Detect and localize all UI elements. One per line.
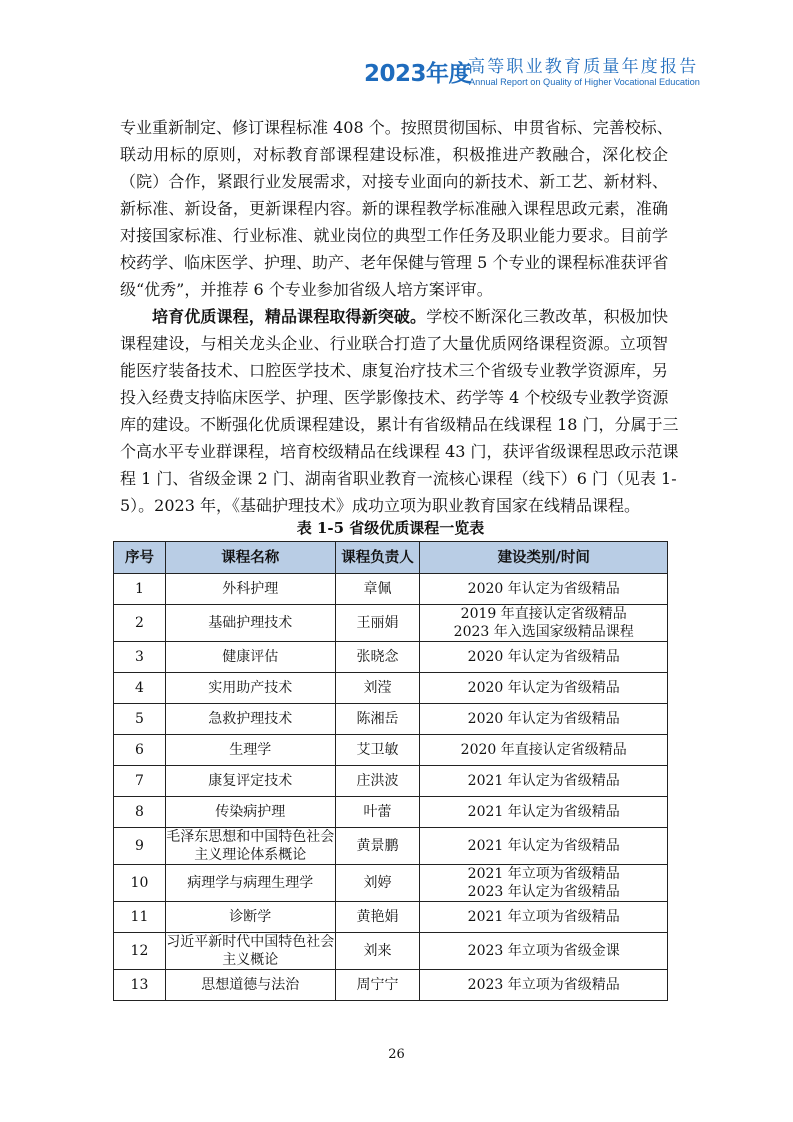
cell-type-line: 2021 年认定为省级精品: [467, 804, 620, 820]
cell-type: [420, 766, 668, 797]
paragraph-2: [120, 303, 679, 519]
cell-course-name: [165, 865, 335, 902]
table-caption: 表 1-5 省级优质课程一览表: [296, 519, 485, 537]
cell-course-name: [165, 902, 335, 933]
cell-no: 3: [114, 642, 166, 673]
cell-course-name: [165, 735, 335, 766]
cell-no: 12: [114, 933, 166, 970]
cell-no: 9: [114, 828, 166, 865]
cell-type: [420, 933, 668, 970]
cell-lead: 刘婷: [335, 865, 420, 902]
paragraph-1: [120, 114, 673, 303]
cell-course-name-line: 主义概论: [222, 952, 279, 968]
cell-course-name-line: 诊断学: [229, 909, 272, 925]
cell-course-name: [165, 574, 335, 605]
cell-course-name: [165, 797, 335, 828]
cell-type-line: 2020 年直接认定省级精品: [460, 742, 627, 758]
paragraph-line: 程 1 门、省级金课 2 门、湖南省职业教育一流核心课程（线下）6 门（见表 1-: [120, 469, 677, 488]
cell-type: [420, 642, 668, 673]
cell-no: 10: [114, 865, 166, 902]
paragraph-line: 专业重新制定、修订课程标准 408 个。按照贯彻国标、申贯省标、完善校标、: [120, 118, 673, 137]
cell-type-line: 2023 年入选国家级精品课程: [453, 624, 634, 640]
cell-lead: 刘来: [335, 933, 420, 970]
cell-course-name: [165, 828, 335, 865]
paragraph-line: 5）。2023 年，《基础护理技术》成功立项为职业教育国家在线精品课程。: [120, 496, 640, 515]
cell-course-name-line: 基础护理技术: [208, 615, 293, 631]
cell-lead: 章佩: [335, 574, 420, 605]
cell-course-name-line: 生理学: [229, 742, 272, 758]
cell-type-line: 2023 年认定为省级精品: [467, 884, 620, 900]
cell-type-line: 2020 年认定为省级精品: [467, 649, 620, 665]
header-title-cn: 高等职业教育质量年度报告: [468, 57, 699, 77]
cell-lead: 陈湘岳: [335, 704, 420, 735]
cell-lead: 张晓念: [335, 642, 420, 673]
cell-type-line: 2020 年认定为省级精品: [467, 581, 620, 597]
table-row: [114, 642, 668, 673]
table-header-row: [114, 542, 668, 574]
paragraph-text: 学校不断深化三教改革，积极加快: [426, 307, 668, 326]
cell-type: [420, 865, 668, 902]
cell-course-name: [165, 766, 335, 797]
paragraph-line: （院）合作，紧跟行业发展需求，对接专业面向的新技术、新工艺、新材料、: [120, 172, 668, 191]
table-row: [114, 735, 668, 766]
cell-course-name-line: 外科护理: [222, 581, 279, 597]
cell-course-name-line: 传染病护理: [215, 804, 286, 820]
course-table: [113, 541, 668, 1001]
table-row: [114, 605, 668, 642]
paragraph-line: 能医疗装备技术、口腔医学技术、康复治疗技术三个省级专业教学资源库，另: [120, 361, 668, 380]
cell-type-line: 2021 年认定为省级精品: [467, 773, 620, 789]
cell-type-line: 2020 年认定为省级精品: [467, 711, 620, 727]
cell-lead: 艾卫敏: [335, 735, 420, 766]
paragraph-line: 级“优秀”，并推荐 6 个专业参加省级人培方案评审。: [120, 280, 493, 299]
table-row: [114, 933, 668, 970]
cell-type-line: 2019 年直接认定省级精品: [460, 606, 627, 622]
body-text: [120, 114, 679, 519]
cell-course-name: [165, 970, 335, 1001]
paragraph-line: 校药学、临床医学、护理、助产、老年保健与管理 5 个专业的课程标准获评省: [120, 253, 669, 272]
cell-type: [420, 735, 668, 766]
cell-lead: 刘滢: [335, 673, 420, 704]
cell-no: 8: [114, 797, 166, 828]
paragraph-line: 库的建设。不断强化优质课程建设，累计有省级精品在线课程 18 门，分属于三: [120, 415, 679, 434]
cell-type: [420, 902, 668, 933]
cell-no: 13: [114, 970, 166, 1001]
cell-type-line: 2023 年立项为省级精品: [467, 977, 620, 993]
table-row: [114, 574, 668, 605]
table-row: [114, 970, 668, 1001]
cell-lead: 黄艳娟: [335, 902, 420, 933]
paragraph-line: 联动用标的原则，对标教育部课程建设标准，积极推进产教融合，深化校企: [120, 145, 668, 164]
cell-type-line: 2021 年认定为省级精品: [467, 838, 620, 854]
cell-type: [420, 828, 668, 865]
cell-course-name: [165, 704, 335, 735]
cell-no: 6: [114, 735, 166, 766]
cell-course-name: [165, 642, 335, 673]
cell-no: 5: [114, 704, 166, 735]
cell-no: 11: [114, 902, 166, 933]
paragraph-line: 对接国家标准、行业标准、就业岗位的典型工作任务及职业能力要求。目前学: [120, 226, 668, 245]
cell-lead: 庄洪波: [335, 766, 420, 797]
col-header-type: 建设类别/时间: [420, 542, 668, 574]
cell-type: [420, 704, 668, 735]
cell-type-line: 2021 年立项为省级精品: [467, 909, 620, 925]
cell-course-name-line: 毛泽东思想和中国特色社会: [166, 829, 335, 845]
cell-type: [420, 970, 668, 1001]
paragraph-lead: 培育优质课程，精品课程取得新突破。: [152, 307, 427, 326]
cell-type-line: 2023 年立项为省级金课: [467, 943, 620, 959]
cell-lead: 黄景鹏: [335, 828, 420, 865]
cell-course-name: [165, 605, 335, 642]
header-title-en: Annual Report on Quality of Higher Vocational Education: [469, 77, 700, 87]
paragraph-line: 新标准、新设备，更新课程内容。新的课程教学标准融入课程思政元素，准确: [120, 199, 668, 218]
paragraph-line: 投入经费支持临床医学、护理、医学影像技术、药学等 4 个校级专业教学资源: [120, 388, 669, 407]
cell-course-name-line: 健康评估: [222, 649, 279, 665]
cell-course-name-line: 主义理论体系概论: [194, 847, 307, 863]
cell-course-name: [165, 673, 335, 704]
cell-type-line: 2021 年立项为省级精品: [467, 866, 620, 882]
table-row: [114, 766, 668, 797]
page-number: 26: [388, 1047, 405, 1062]
cell-type: [420, 673, 668, 704]
cell-type-line: 2020 年认定为省级精品: [467, 680, 620, 696]
paragraph-line: [120, 303, 668, 330]
col-header-lead: 课程负责人: [335, 542, 420, 574]
cell-course-name-line: 康复评定技术: [208, 773, 293, 789]
header-year: 2023年度: [364, 61, 472, 87]
col-header-no: 序号: [114, 542, 166, 574]
cell-course-name-line: 习近平新时代中国特色社会: [166, 934, 335, 950]
cell-lead: 周宁宁: [335, 970, 420, 1001]
cell-course-name-line: 实用助产技术: [208, 680, 293, 696]
paragraph-line: 课程建设，与相关龙头企业、行业联合打造了大量优质网络课程资源。立项智: [120, 334, 668, 353]
table-row: [114, 902, 668, 933]
cell-type: [420, 605, 668, 642]
table-row: [114, 865, 668, 902]
cell-type: [420, 797, 668, 828]
cell-lead: 叶蕾: [335, 797, 420, 828]
cell-course-name-line: 病理学与病理生理学: [187, 875, 314, 891]
cell-no: 1: [114, 574, 166, 605]
cell-course-name-line: 思想道德与法治: [201, 977, 300, 993]
cell-no: 2: [114, 605, 166, 642]
table-row: [114, 797, 668, 828]
cell-course-name-line: 急救护理技术: [208, 711, 293, 727]
col-header-name: 课程名称: [165, 542, 335, 574]
cell-lead: 王丽娟: [335, 605, 420, 642]
table-row: [114, 828, 668, 865]
cell-type: [420, 574, 668, 605]
paragraph-line: 个高水平专业群课程，培育校级精品在线课程 43 门，获评省级课程思政示范课: [120, 442, 679, 461]
cell-no: 7: [114, 766, 166, 797]
table-row: [114, 704, 668, 735]
table-row: [114, 673, 668, 704]
cell-no: 4: [114, 673, 166, 704]
cell-course-name: [165, 933, 335, 970]
